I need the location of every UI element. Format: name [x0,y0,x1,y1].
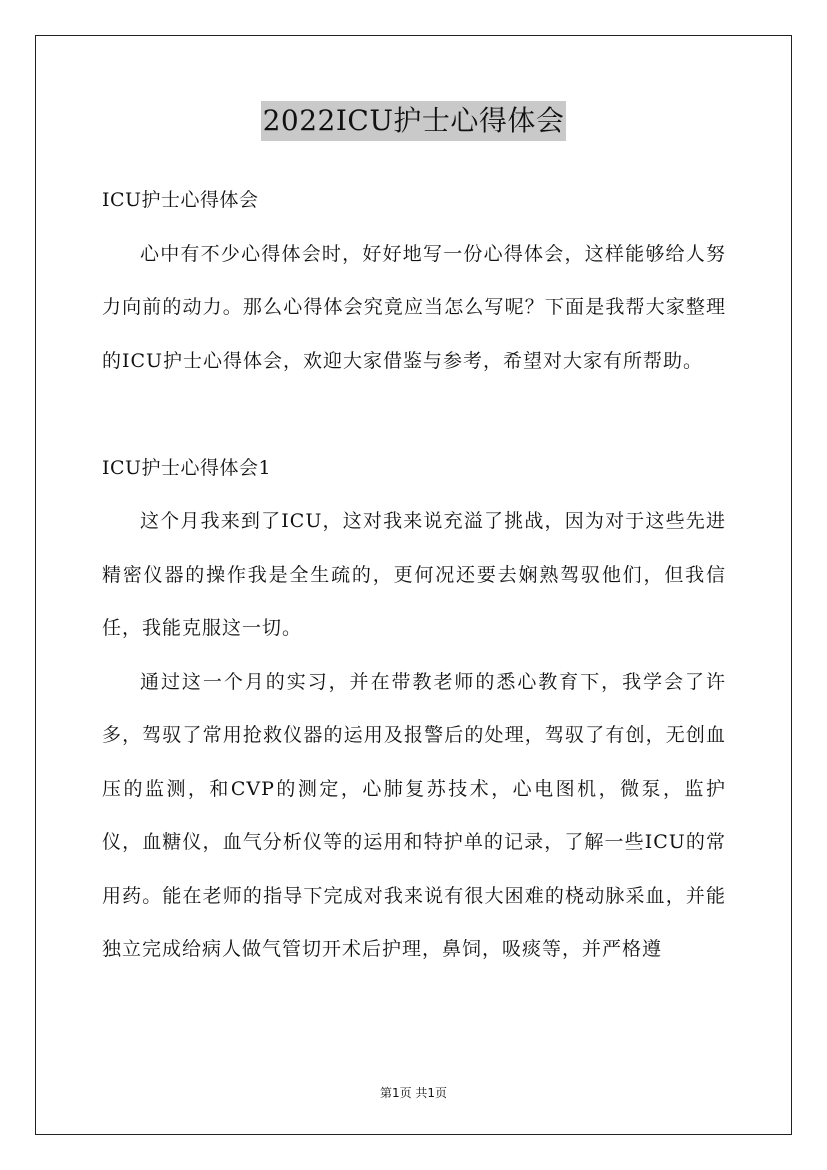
document-title: 2022ICU护士心得体会 [261,101,567,141]
intro-paragraph: 心中有不少心得体会时，好好地写一份心得体会，这样能够给人努力向前的动力。那么心得体会究竟应当怎么写呢？下面是我帮大家整理的ICU护士心得体会，欢迎大家借鉴与参考，希望对大家有所帮助。 [102,242,726,372]
title-container [0,101,827,141]
page-footer: 第1页 共1页 [379,1086,448,1100]
document-body [102,174,726,977]
section-heading: ICU护士心得体会 [102,189,259,211]
section-heading-1: ICU护士心得体会1 [102,456,272,479]
blank-line [102,388,726,442]
body-paragraph-1: 这个月我来到了ICU，这对我来说充溢了挑战，因为对于这些先进精密仪器的操作我是全生疏的，更何况还要去娴熟驾驭他们，但我信任，我能克服这一切。 [102,510,726,639]
body-paragraph-2: 通过这一个月的实习，并在带教老师的悉心教育下，我学会了许多，驾驭了常用抢救仪器的运用及报警后的处理，驾驭了有创，无创血压的监测，和CVP的测定，心肺复苏技术，心电图机，微泵，监护仪，血糖仪，血气分析仪等的运用和特护单的记录，了解一些ICU的常用药。能在老师的指导下完成对我来说有很大困难的桡动脉采血，并能独立完成给病人做气管切开术后护理，鼻饲，吸痰等，并严格遵 [102,670,726,960]
